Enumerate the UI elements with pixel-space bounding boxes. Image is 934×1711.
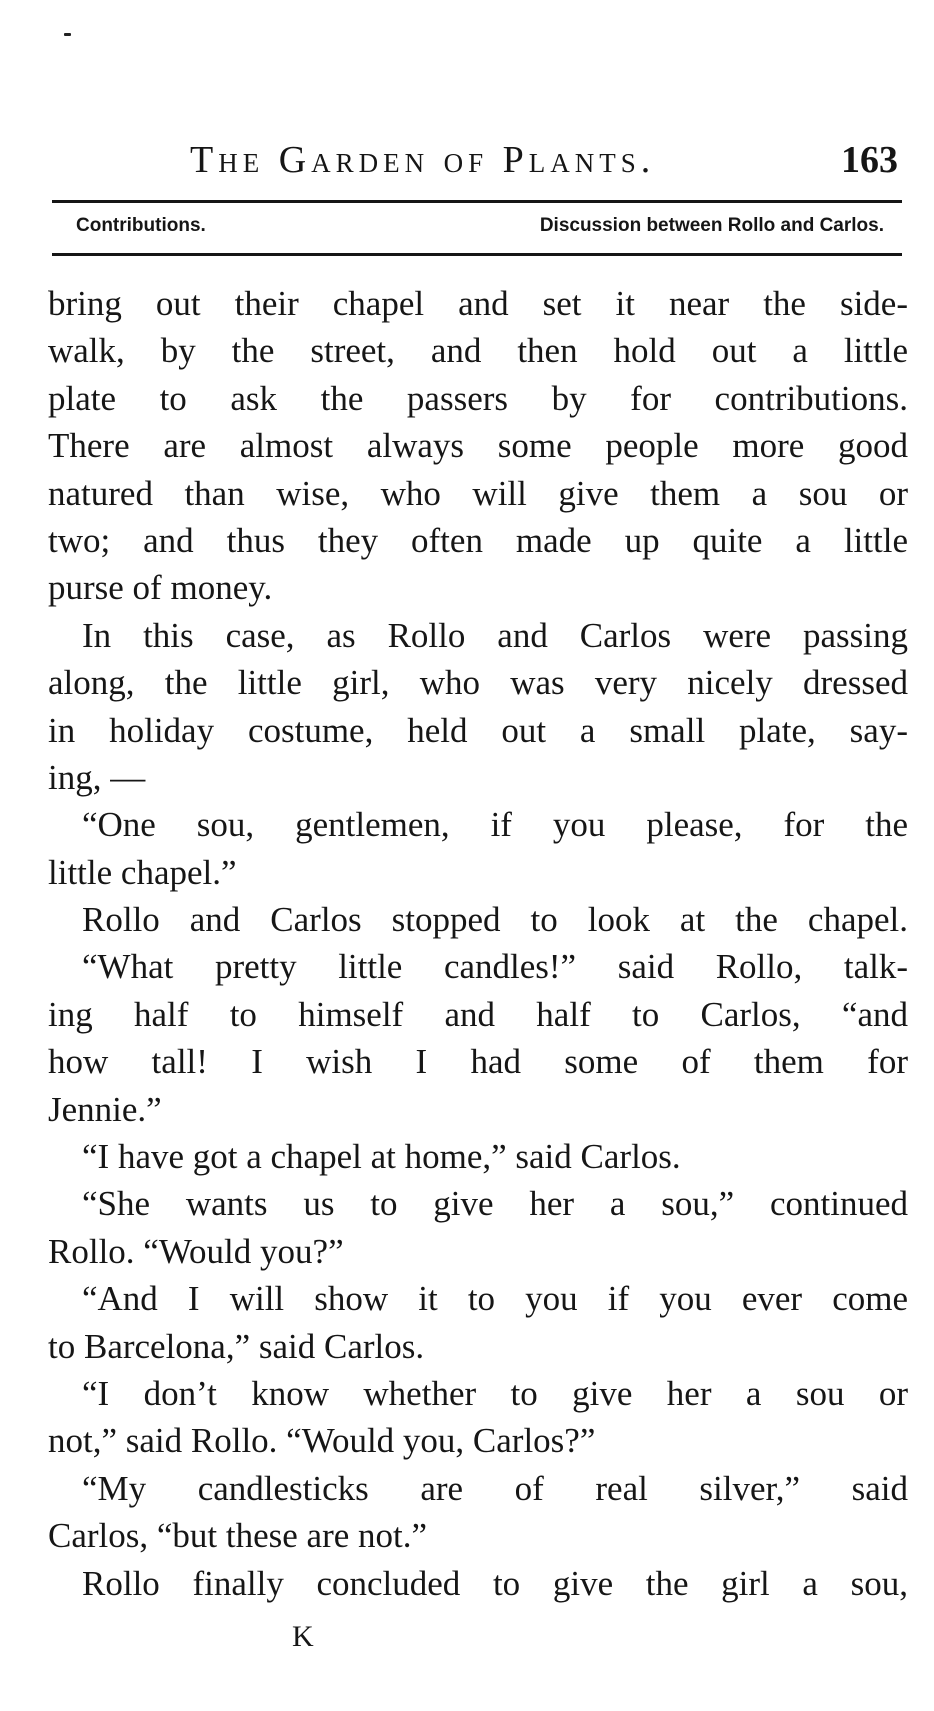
text-line: not,” said Rollo. “Would you, Carlos?” xyxy=(48,1421,596,1461)
text-line: little chapel.” xyxy=(48,852,237,892)
signature-mark: K xyxy=(292,1620,314,1653)
text-line: “She wants us to give her a sou,” continued xyxy=(82,1184,908,1224)
text-line: purse of money. xyxy=(48,568,273,608)
running-title xyxy=(190,138,655,182)
body-text xyxy=(48,280,908,1607)
ink-speck xyxy=(64,33,71,36)
text-line: “My candlesticks are of real silver,” said xyxy=(82,1468,908,1508)
text-line: two; and thus they often made up quite a little xyxy=(48,520,908,560)
text-line: “And I will show it to you if you ever come xyxy=(82,1279,908,1319)
text-line: how tall! I wish I had some of them for xyxy=(48,1042,908,1082)
text-line: bring out their chapel and set it near the side- xyxy=(48,284,908,323)
text-line: “One sou, gentlemen, if you please, for the xyxy=(82,805,908,845)
text-line: natured than wise, who will give them a sou or xyxy=(48,473,908,513)
running-title-text: The Garden of Plants. xyxy=(190,139,656,181)
text-line: Carlos, “but these are not.” xyxy=(48,1516,428,1556)
text-line: in holiday costume, held out a small plate, say- xyxy=(48,710,908,750)
text-line: Rollo and Carlos stopped to look at the chapel. xyxy=(82,900,908,940)
text-line: along, the little girl, who was very nicely dressed xyxy=(48,663,908,703)
text-line: Jennie.” xyxy=(48,1089,162,1129)
text-line: walk, by the street, and then hold out a little xyxy=(48,331,908,371)
text-line: ing half to himself and half to Carlos, “and xyxy=(48,994,908,1034)
text-line: “What pretty little candles!” said Rollo, talk- xyxy=(82,947,908,987)
header-rule-top xyxy=(52,200,902,203)
text-line: In this case, as Rollo and Carlos were passing xyxy=(82,615,908,655)
text-line: Rollo finally concluded to give the girl a sou, xyxy=(82,1563,908,1603)
subhead-right: Discussion between Rollo and Carlos. xyxy=(539,215,884,236)
text-line: “I have got a chapel at home,” said Carlos. xyxy=(82,1137,681,1177)
text-line: plate to ask the passers by for contributions. xyxy=(48,378,908,418)
page-number: 163 xyxy=(841,139,898,181)
text-line: There are almost always some people more good xyxy=(48,426,908,466)
text-line: Rollo. “Would you?” xyxy=(48,1231,344,1271)
text-line: “I don’t know whether to give her a sou or xyxy=(82,1373,908,1413)
subhead-left: Contributions. xyxy=(76,215,206,236)
header-rule-bottom xyxy=(52,253,902,256)
text-line: ing, — xyxy=(48,757,146,797)
text-line: to Barcelona,” said Carlos. xyxy=(48,1326,425,1366)
